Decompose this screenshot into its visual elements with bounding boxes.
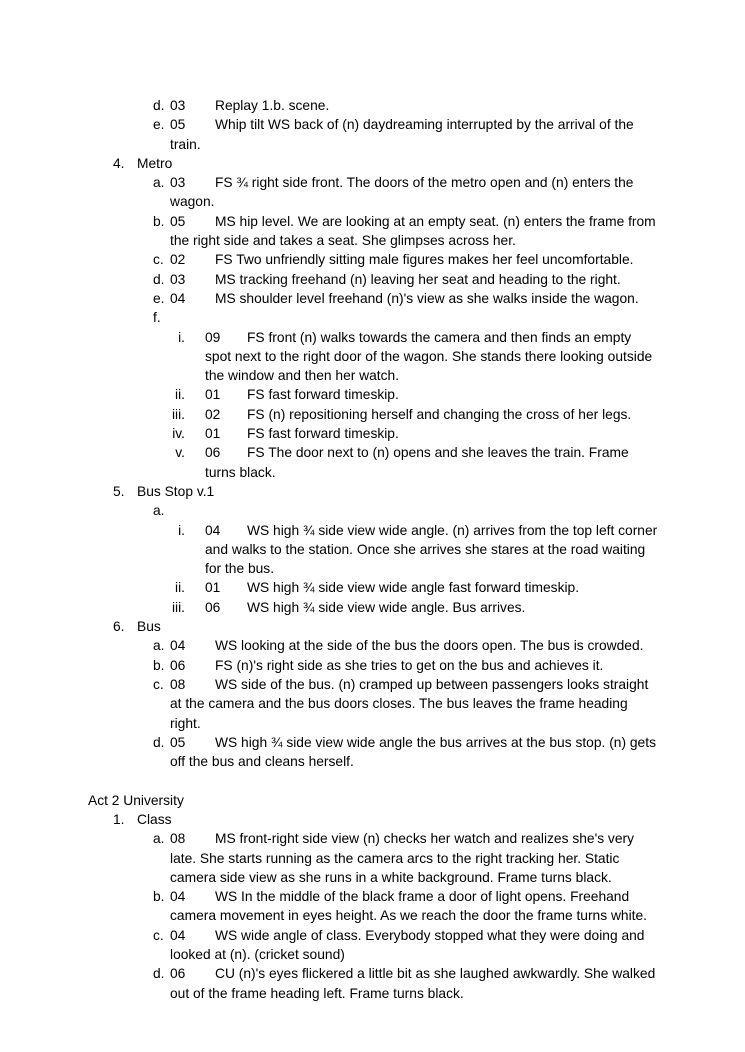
list-marker: b. — [153, 889, 165, 905]
shot-number: 04 — [170, 290, 186, 306]
list-marker: c. — [153, 676, 164, 692]
list-item — [153, 328, 658, 386]
blank-line — [0, 771, 658, 790]
list-item — [153, 289, 658, 308]
shot-description: WS In the middle of the black frame a door of light opens. Freehand camera movement in eyes height. As we reach the door the frame turns white. — [170, 889, 647, 924]
list-marker: 4. — [113, 155, 125, 171]
shot-number: 04 — [170, 638, 186, 654]
list-item — [153, 926, 658, 965]
list-marker: i. — [178, 329, 185, 345]
shot-description: MS front-right side view (n) checks her watch and realizes she's very late. She starts running as the camera arcs to the right tracking her. Static camera side view as she runs in a white background. Frame turns black. — [170, 831, 634, 885]
list-marker: 1. — [113, 811, 125, 827]
list-item-body — [205, 405, 658, 424]
list-item — [153, 521, 658, 579]
list-item — [153, 636, 658, 655]
list-marker: 6. — [113, 619, 125, 635]
shot-number: 01 — [205, 426, 221, 442]
shot-description: WS high ¾ side view wide angle. (n) arrives from the top left corner and walks to the station. Once she arrives she stares at the road waiting for the bus. — [205, 522, 658, 577]
shot-number: 09 — [205, 329, 221, 345]
list-marker: ii. — [175, 580, 185, 596]
shot-number: 02 — [170, 252, 186, 268]
list-item — [153, 829, 658, 887]
shot-number: 06 — [205, 599, 221, 615]
list-item — [153, 405, 658, 424]
shot-number: 08 — [170, 831, 186, 847]
list-item — [113, 482, 658, 501]
list-item — [153, 675, 658, 733]
list-item — [153, 887, 658, 926]
shot-number: 02 — [205, 406, 221, 422]
list-item-body — [170, 289, 658, 308]
shot-description: WS high ¾ side view wide angle fast forward timeskip. — [247, 580, 580, 596]
list-marker: d. — [153, 734, 165, 750]
list-item-body — [137, 810, 658, 829]
shot-description: Act 2 University — [88, 792, 184, 808]
shot-description: MS tracking freehand (n) leaving her seat and heading to the right. — [215, 271, 621, 287]
list-item-body — [205, 385, 658, 404]
list-marker: a. — [153, 831, 165, 847]
list-item — [153, 385, 658, 404]
shot-number: 03 — [170, 271, 186, 287]
list-item-body — [205, 328, 658, 386]
shot-number: 08 — [170, 676, 186, 692]
shot-number: 04 — [170, 927, 186, 943]
list-marker: e. — [153, 290, 165, 306]
list-item — [113, 154, 658, 173]
shot-description: FS (n) repositioning herself and changing the cross of her legs. — [247, 406, 632, 422]
shot-description: CU (n)'s eyes flickered a little bit as she laughed awkwardly. She walked out of the frame heading left. Frame turns black. — [170, 966, 656, 1001]
shot-description: FS front (n) walks towards the camera and then finds an empty spot next to the right door of the wagon. She stands there looking outside the window and then her watch. — [205, 329, 653, 384]
shot-description: WS side of the bus. (n) cramped up between passengers looks straight at the camera and the bus doors closes. The bus leaves the frame heading right. — [170, 676, 649, 731]
list-item — [153, 115, 658, 154]
list-item — [153, 308, 658, 327]
list-item-body — [170, 96, 658, 115]
list-item-body — [170, 733, 658, 772]
shot-description: WS looking at the side of the bus the doors open. The bus is crowded. — [215, 638, 644, 654]
shot-number: 04 — [170, 889, 186, 905]
list-item-body — [170, 270, 658, 289]
list-item-body — [137, 617, 658, 636]
list-marker: ii. — [175, 387, 185, 403]
shot-description: FS (n)'s right side as she tries to get on the bus and achieves it. — [215, 657, 604, 673]
list-marker: a. — [153, 503, 165, 519]
shot-number: 05 — [170, 213, 186, 229]
list-marker: a. — [153, 638, 165, 654]
shot-description: Replay 1.b. scene. — [215, 98, 330, 113]
list-item-body — [170, 887, 658, 926]
list-marker: iii. — [171, 599, 185, 615]
list-item-body — [170, 656, 658, 675]
shot-number: 03 — [170, 98, 186, 113]
shot-description: Class — [137, 811, 172, 827]
shot-number: 05 — [170, 734, 186, 750]
shot-description: Whip tilt WS back of (n) daydreaming interrupted by the arrival of the train. — [170, 117, 634, 152]
list-marker: d. — [153, 271, 165, 287]
list-item-body — [170, 926, 658, 965]
list-marker: a. — [153, 175, 165, 191]
list-item-body — [88, 791, 658, 810]
act-heading — [88, 791, 658, 810]
list-item — [113, 810, 658, 829]
list-marker: iv. — [172, 426, 185, 442]
shot-description: Metro — [137, 155, 173, 171]
list-marker: f. — [153, 310, 161, 326]
list-item — [153, 270, 658, 289]
list-marker: d. — [153, 98, 165, 113]
list-item-body — [170, 115, 658, 154]
shot-description: Bus — [137, 619, 161, 635]
shot-number: 05 — [170, 117, 186, 133]
list-marker: b. — [153, 657, 165, 673]
list-item-body — [205, 443, 658, 482]
shot-number: 06 — [205, 445, 221, 461]
shot-number: 06 — [170, 966, 186, 982]
shot-number: 04 — [205, 522, 221, 538]
list-marker: d. — [153, 966, 165, 982]
shot-description: FS ¾ right side front. The doors of the metro open and (n) enters the wagon. — [170, 175, 634, 210]
list-item-body — [205, 578, 658, 597]
shot-description: MS shoulder level freehand (n)'s view as she walks inside the wagon. — [215, 290, 639, 306]
list-marker: iii. — [171, 406, 185, 422]
list-item — [153, 96, 658, 115]
list-item-body — [137, 154, 658, 173]
shot-number: 01 — [205, 387, 221, 403]
list-item — [153, 250, 658, 269]
shot-description: WS wide angle of class. Everybody stopped what they were doing and looked at (n). (cricket sound) — [170, 927, 645, 963]
shot-description: Bus Stop v.1 — [137, 483, 215, 499]
list-item — [153, 656, 658, 675]
shot-description: WS high ¾ side view wide angle the bus arrives at the bus stop. (n) gets off the bus and cleans herself. — [170, 734, 656, 770]
shot-description: MS hip level. We are looking at an empty seat. (n) enters the frame from the right side and takes a seat. She glimpses across her. — [170, 213, 656, 249]
list-marker: e. — [153, 117, 165, 133]
list-marker: b. — [153, 213, 165, 229]
list-item-body — [205, 598, 658, 617]
list-item-body — [170, 636, 658, 655]
list-item — [153, 173, 658, 212]
shot-number: 03 — [170, 175, 186, 191]
shot-description: FS fast forward timeskip. — [247, 426, 399, 442]
list-marker: v. — [175, 445, 185, 461]
list-item-body — [170, 829, 658, 887]
list-item-body — [170, 212, 658, 251]
list-item — [153, 578, 658, 597]
list-item-body — [170, 250, 658, 269]
list-item — [153, 424, 658, 443]
list-item-body — [205, 424, 658, 443]
list-item — [153, 733, 658, 772]
shot-description: FS The door next to (n) opens and she leaves the train. Frame turns black. — [205, 445, 629, 480]
shot-description: FS Two unfriendly sitting male figures makes her feel uncomfortable. — [215, 252, 634, 268]
list-item — [153, 443, 658, 482]
shot-description: FS fast forward timeskip. — [247, 387, 399, 403]
list-item — [153, 212, 658, 251]
list-item — [153, 598, 658, 617]
shot-number: 06 — [170, 657, 186, 673]
shot-number: 01 — [205, 580, 221, 596]
list-item-body — [137, 482, 658, 501]
list-item-body — [170, 964, 658, 1003]
list-item — [153, 501, 658, 520]
list-marker: i. — [178, 522, 185, 538]
list-item-body — [170, 173, 658, 212]
list-item-body — [170, 675, 658, 733]
list-item — [153, 964, 658, 1003]
shot-description: WS high ¾ side view wide angle. Bus arrives. — [247, 599, 526, 615]
list-marker: 5. — [113, 483, 125, 499]
list-item-body — [205, 521, 658, 579]
list-marker: c. — [153, 252, 164, 268]
list-marker: c. — [153, 927, 164, 943]
list-item — [113, 617, 658, 636]
